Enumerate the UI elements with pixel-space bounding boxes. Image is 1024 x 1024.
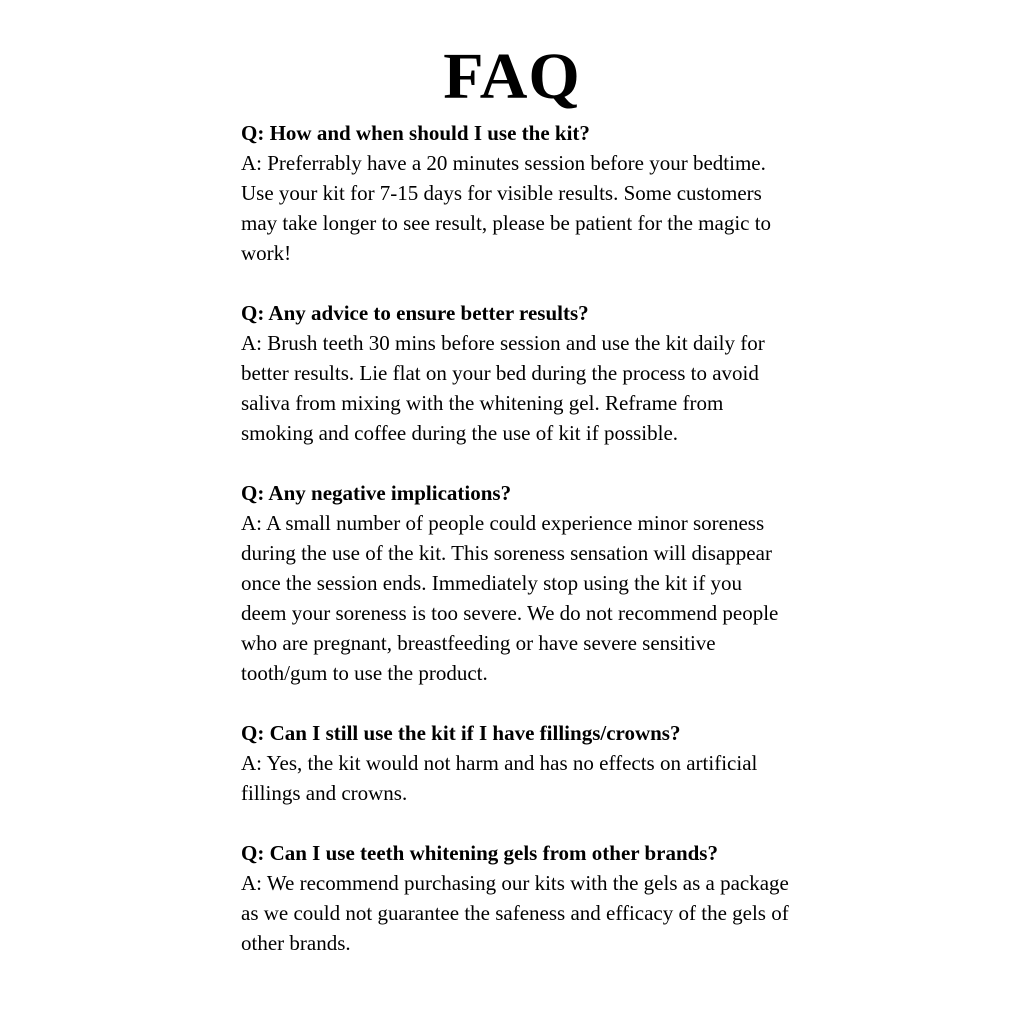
- faq-answer: A: We recommend purchasing our kits with the gels as a package as we could not guarantee the safeness and efficacy of the gels of other brands.: [241, 871, 789, 955]
- faq-question: Q: Can I use teeth whitening gels from other brands?: [241, 841, 718, 865]
- faq-question: Q: Any advice to ensure better results?: [241, 301, 589, 325]
- faq-question: Q: Any negative implications?: [241, 481, 512, 505]
- faq-item: [241, 118, 789, 268]
- faq-item: [241, 718, 789, 808]
- faq-answer: A: Yes, the kit would not harm and has no effects on artificial fillings and crowns.: [241, 751, 758, 805]
- faq-answer: A: Preferrably have a 20 minutes session before your bedtime. Use your kit for 7-15 days for visible results. Some customers may take longer to see result, please be patient for the magic to work!: [241, 151, 772, 265]
- page-title: FAQ: [443, 40, 581, 113]
- faq-answer: A: A small number of people could experience minor soreness during the use of the kit. This soreness sensation will disappear once the session ends. Immediately stop using the kit if you deem your soreness is too severe. We do not recommend people who are pregnant, breastfeeding or have severe sensitive tooth/gum to use the product.: [241, 511, 779, 685]
- faq-answer: A: Brush teeth 30 mins before session and use the kit daily for better results. Lie flat on your bed during the process to avoid saliva from mixing with the whitening gel. Reframe from smoking and coffee during the use of kit if possible.: [241, 331, 765, 445]
- faq-question: Q: Can I still use the kit if I have fillings/crowns?: [241, 721, 681, 745]
- faq-question: Q: How and when should I use the kit?: [241, 121, 590, 145]
- faq-item: [241, 298, 789, 448]
- faq-list: [241, 118, 789, 958]
- faq-item: [241, 838, 789, 958]
- faq-item: [241, 478, 789, 688]
